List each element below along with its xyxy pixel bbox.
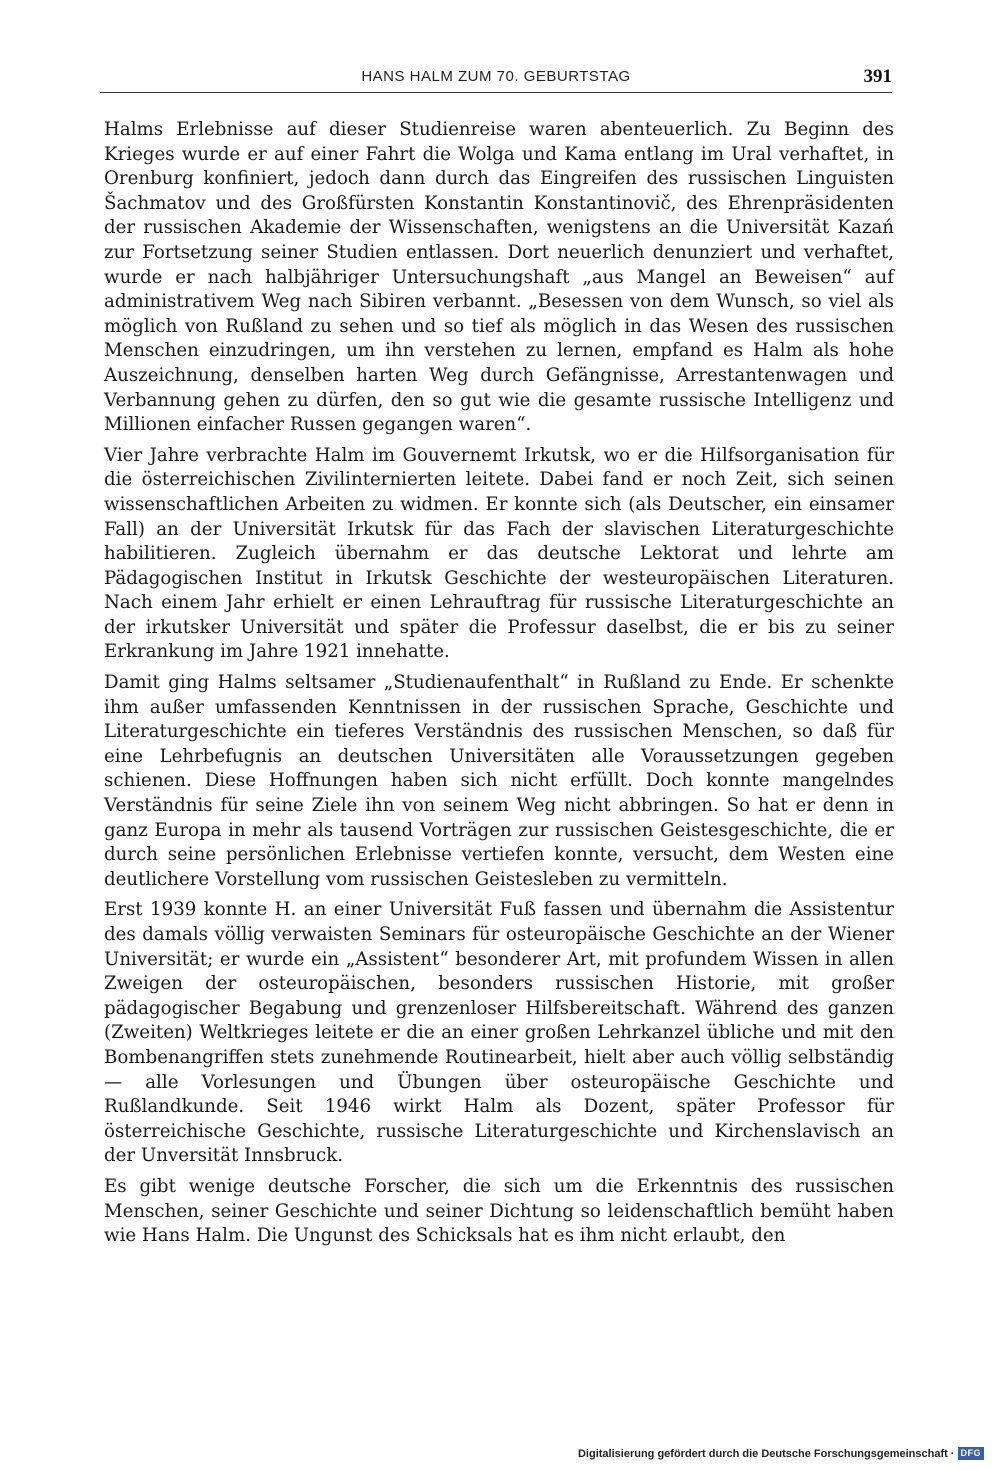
paragraph-3: Damit ging Halms seltsamer „Studienaufenthalt“ in Rußland zu Ende. Er schenkte ihm außer umfassenden Kenntnissen in der russischen Sprache, Geschichte und Literaturgeschichte ein tieferes Verständnis des russischen Menschen, so daß für eine Lehrbefugnis an deutschen Universitäten alle Voraussetzungen gegeben schienen. Diese Hoffnungen haben sich nicht erfüllt. Doch konnte mangelndes Verständnis für seine Ziele ihn von seinem Weg nicht abbringen. So hat er denn in ganz Europa in mehr als tausend Vorträgen zur russischen Geistesgeschichte, die er durch seine persönlichen Erlebnisse vertiefen konnte, versucht, dem Westen eine deutlichere Vorstellung vom russischen Geistesleben zu vermitteln. bbox=[104, 672, 894, 890]
body-text bbox=[104, 118, 894, 1255]
running-head bbox=[100, 64, 892, 93]
paragraph-2: Vier Jahre verbrachte Halm im Gouvernemt Irkutsk, wo er die Hilfsorganisation für die österreichischen Zivilinternierten leitete. Dabei fand er noch Zeit, sich seinen wissenschaftlichen Arbeiten zu widmen. Er konnte sich (als Deutscher, ein einsamer Fall) an der Universität Irkutsk für das Fach der slavischen Literaturgeschichte habilitieren. Zugleich übernahm er das deutsche Lektorat und lehrte am Pädagogischen Institut in Irkutsk Geschichte der westeuropäischen Literaturen. Nach einem Jahr erhielt er einen Lehrauftrag für russische Literaturgeschichte an der irkutsker Universität und später die Professur daselbst, die er bis zu seiner Erkrankung im Jahre 1921 innehatte. bbox=[104, 444, 894, 663]
running-title: HANS HALM ZUM 70. GEBURTSTAG bbox=[361, 68, 631, 85]
paragraph-1: Halms Erlebnisse auf dieser Studienreise waren abenteuerlich. Zu Beginn des Krieges wurde er auf einer Fahrt die Wolga und Kama entlang im Ural verhaftet, in Orenburg konfiniert, jedoch dann durch das Eingreifen des russischen Linguisten Šachmatov und des Großfürsten Konstantin Konstantinovič, des Ehrenpräsidenten der russischen Akademie der Wissenschaften, wenigstens an die Universität Kazań zur Fortsetzung seiner Studien entlassen. Dort neuerlich denunziert und verhaftet, wurde er nach halbjähriger Untersuchungshaft „aus Mangel an Beweisen“ auf administrativem Weg nach Sibiren verbannt. „Besessen von dem Wunsch, so viel als möglich von Rußland zu sehen und so tief als möglich in das Wesen des russischen Menschen einzudringen, um ihn verstehen zu lernen, empfand es Halm als hohe Auszeichnung, denselben harten Weg durch Gefängnisse, Arrestantenwagen und Verbannung gehen zu dürfen, den so gut wie die gesamte russische Intelligenz und Millionen einfacher Russen gegangen waren“. bbox=[104, 119, 894, 436]
paragraph-4: Erst 1939 konnte H. an einer Universität Fuß fassen und übernahm die Assistentur des damals völlig verwaisten Seminars für osteuropäische Geschichte an der Wiener Universität; er wurde ein „Assistent“ besonderer Art, mit profundem Wissen in allen Zweigen der osteuropäischen, besonders russischen Historie, mit großer pädagogischer Begabung und grenzenloser Hilfsbereitschaft. Während des ganzen (Zweiten) Weltkrieges leitete er die an einer großen Lehrkanzel übliche und mit den Bombenangriffen stets zunehmende Routinearbeit, hielt aber auch völlig selbständig — alle Vorlesungen und Übungen über osteuropäische Geschichte und Rußlandkunde. Seit 1946 wirkt Halm als Dozent, später Professor für österreichische Geschichte, russische Literaturgeschichte und Kirchenslavisch an der Unversität Innsbruck. bbox=[104, 899, 894, 1167]
dfg-logo: DFG bbox=[958, 1447, 985, 1460]
paragraph-5: Es gibt wenige deutsche Forscher, die sich um die Erkenntnis des russischen Menschen, seiner Geschichte und seiner Dichtung so leidenschaftlich bemüht haben wie Hans Halm. Die Ungunst des Schicksals hat es ihm nicht erlaubt, den bbox=[104, 1175, 894, 1247]
page-number: 391 bbox=[863, 66, 892, 87]
credit-text: Digitalisierung gefördert durch die Deutsche Forschungsgemeinschaft · bbox=[577, 1447, 955, 1460]
digitization-credit bbox=[578, 1447, 984, 1460]
